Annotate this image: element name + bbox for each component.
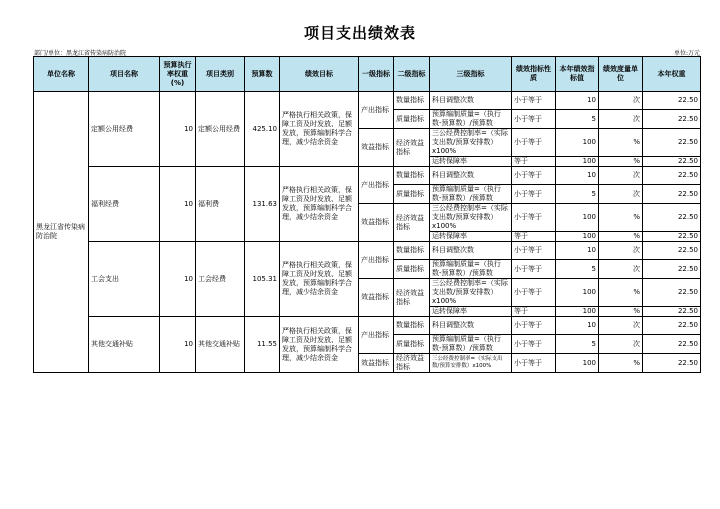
header-cell: 预算数 [245,57,280,92]
project-name-cell: 工会支出 [89,242,160,317]
level2-cell: 经济效益指标 [394,279,430,317]
level2-cell: 质量指标 [394,110,430,129]
header-cell: 二级指标 [394,57,430,92]
value-cell: 100 [556,307,599,317]
table-row [34,167,701,185]
value-cell: 100 [556,157,599,167]
year-weight-cell: 22.50 [643,204,701,232]
unit-cell: % [599,354,643,373]
level3-cell: 科目调整次数 [430,92,512,110]
budget-cell: 11.55 [245,317,280,373]
goal-cell: 严格执行相关政策，保障工资及时发放、足额发放，预算编制科学合理，减少结余资金 [280,317,359,373]
header-cell: 绩效度量单位 [599,57,643,92]
unit-name-cell: 黑龙江省传染病防治院 [34,92,89,373]
level2-cell: 质量指标 [394,260,430,279]
unit-cell: 次 [599,185,643,204]
value-cell: 5 [556,335,599,354]
value-cell: 100 [556,232,599,242]
year-weight-cell: 22.50 [643,157,701,167]
nature-cell: 小于等于 [512,185,556,204]
budget-cell: 425.10 [245,92,280,167]
header-cell: 一级指标 [359,57,394,92]
year-weight-cell: 22.50 [643,354,701,373]
goal-cell: 严格执行相关政策，保障工资及时发放、足额发放，预算编制科学合理，减少结余资金 [280,167,359,242]
nature-cell: 小于等于 [512,204,556,232]
year-weight-cell: 22.50 [643,167,701,185]
level3-cell: 科目调整次数 [430,167,512,185]
unit-cell: % [599,129,643,157]
nature-cell: 小于等于 [512,354,556,373]
level2-cell: 质量指标 [394,185,430,204]
level3-cell: 预算编制质量=（执行数-预算数）/预算数 [430,260,512,279]
project-name-cell: 定额公用经费 [89,92,160,167]
year-weight-cell: 22.50 [643,307,701,317]
year-weight-cell: 22.50 [643,317,701,335]
table-row [34,317,701,335]
department-label: 部门/单位：黑龙江省传染病防治院 [34,50,127,57]
level3-cell: 三公经费控制率=（实际支出数/预算安排数）x100% [430,354,512,373]
nature-cell: 小于等于 [512,242,556,260]
header-cell: 项目名称 [89,57,160,92]
value-cell: 100 [556,354,599,373]
year-weight-cell: 22.50 [643,335,701,354]
budget-cell: 105.31 [245,242,280,317]
level1-cell: 产出指标 [359,92,394,129]
unit-cell: 次 [599,92,643,110]
unit-label: 单位:万元 [673,50,700,57]
level3-cell: 运转保障率 [430,157,512,167]
value-cell: 100 [556,204,599,232]
year-weight-cell: 22.50 [643,232,701,242]
level3-cell: 预算编制质量=（执行数-预算数）/预算数 [430,110,512,129]
level1-cell: 效益指标 [359,129,394,167]
level1-cell: 产出指标 [359,242,394,279]
nature-cell: 小于等于 [512,167,556,185]
header-cell: 预算执行率权重(%) [160,57,196,92]
header-cell: 绩效指标性质 [512,57,556,92]
level3-cell: 运转保障率 [430,232,512,242]
nature-cell: 等于 [512,307,556,317]
category-cell: 工会经费 [196,242,245,317]
year-weight-cell: 22.50 [643,92,701,110]
category-cell: 定额公用经费 [196,92,245,167]
nature-cell: 小于等于 [512,129,556,157]
value-cell: 5 [556,260,599,279]
level1-cell: 效益指标 [359,279,394,317]
nature-cell: 小于等于 [512,92,556,110]
value-cell: 10 [556,317,599,335]
level3-cell: 三公经费控制率=（实际支出数/预算安排数）x100% [430,204,512,232]
level1-cell: 产出指标 [359,317,394,354]
nature-cell: 等于 [512,232,556,242]
level3-cell: 运转保障率 [430,307,512,317]
goal-cell: 严格执行相关政策，保障工资及时发放、足额发放，预算编制科学合理，减少结余资金 [280,242,359,317]
unit-cell: % [599,307,643,317]
category-cell: 其他交通补贴 [196,317,245,373]
year-weight-cell: 22.50 [643,260,701,279]
value-cell: 5 [556,110,599,129]
unit-cell: 次 [599,167,643,185]
header-cell: 三级指标 [430,57,512,92]
header-cell: 绩效目标 [280,57,359,92]
table-row [34,92,701,110]
weight-cell: 10 [160,92,196,167]
goal-cell: 严格执行相关政策，保障工资及时发放、足额发放，预算编制科学合理，减少结余资金 [280,92,359,167]
unit-cell: 次 [599,335,643,354]
nature-cell: 小于等于 [512,260,556,279]
level3-cell: 三公经费控制率=（实际支出数/预算安排数）x100% [430,129,512,157]
value-cell: 10 [556,167,599,185]
unit-cell: % [599,232,643,242]
unit-cell: 次 [599,260,643,279]
unit-cell: % [599,279,643,307]
weight-cell: 10 [160,317,196,373]
level2-cell: 经济效益指标 [394,354,430,373]
year-weight-cell: 22.50 [643,185,701,204]
level2-cell: 质量指标 [394,335,430,354]
unit-cell: 次 [599,317,643,335]
level3-cell: 预算编制质量=（执行数-预算数）/预算数 [430,335,512,354]
nature-cell: 小于等于 [512,335,556,354]
level1-cell: 效益指标 [359,204,394,242]
value-cell: 100 [556,279,599,307]
year-weight-cell: 22.50 [643,110,701,129]
level2-cell: 数量指标 [394,167,430,185]
page-title: 项目支出绩效表 [303,24,416,42]
unit-cell: 次 [599,242,643,260]
project-name-cell: 其他交通补贴 [89,317,160,373]
year-weight-cell: 22.50 [643,242,701,260]
level3-cell: 科目调整次数 [430,242,512,260]
header-row [34,57,701,92]
level3-cell: 预算编制质量=（执行数-预算数）/预算数 [430,185,512,204]
nature-cell: 小于等于 [512,110,556,129]
table-row [34,242,701,260]
value-cell: 5 [556,185,599,204]
project-name-cell: 福利经费 [89,167,160,242]
header-cell: 单位名称 [34,57,89,92]
level2-cell: 数量指标 [394,242,430,260]
value-cell: 100 [556,129,599,157]
level3-cell: 科目调整次数 [430,317,512,335]
header-cell: 项目类别 [196,57,245,92]
value-cell: 10 [556,92,599,110]
level1-cell: 产出指标 [359,167,394,204]
category-cell: 福利费 [196,167,245,242]
unit-cell: % [599,204,643,232]
header-cell: 本年权重 [643,57,701,92]
nature-cell: 小于等于 [512,279,556,307]
performance-table [33,56,701,373]
budget-cell: 131.63 [245,167,280,242]
unit-cell: % [599,157,643,167]
value-cell: 10 [556,242,599,260]
header-cell: 本年绩效指标值 [556,57,599,92]
weight-cell: 10 [160,242,196,317]
year-weight-cell: 22.50 [643,279,701,307]
level2-cell: 数量指标 [394,317,430,335]
level2-cell: 经济效益指标 [394,129,430,167]
level3-cell: 三公经费控制率=（实际支出数/预算安排数）x100% [430,279,512,307]
level1-cell: 效益指标 [359,354,394,373]
unit-cell: 次 [599,110,643,129]
nature-cell: 小于等于 [512,317,556,335]
nature-cell: 等于 [512,157,556,167]
year-weight-cell: 22.50 [643,129,701,157]
weight-cell: 10 [160,167,196,242]
level2-cell: 数量指标 [394,92,430,110]
level2-cell: 经济效益指标 [394,204,430,242]
